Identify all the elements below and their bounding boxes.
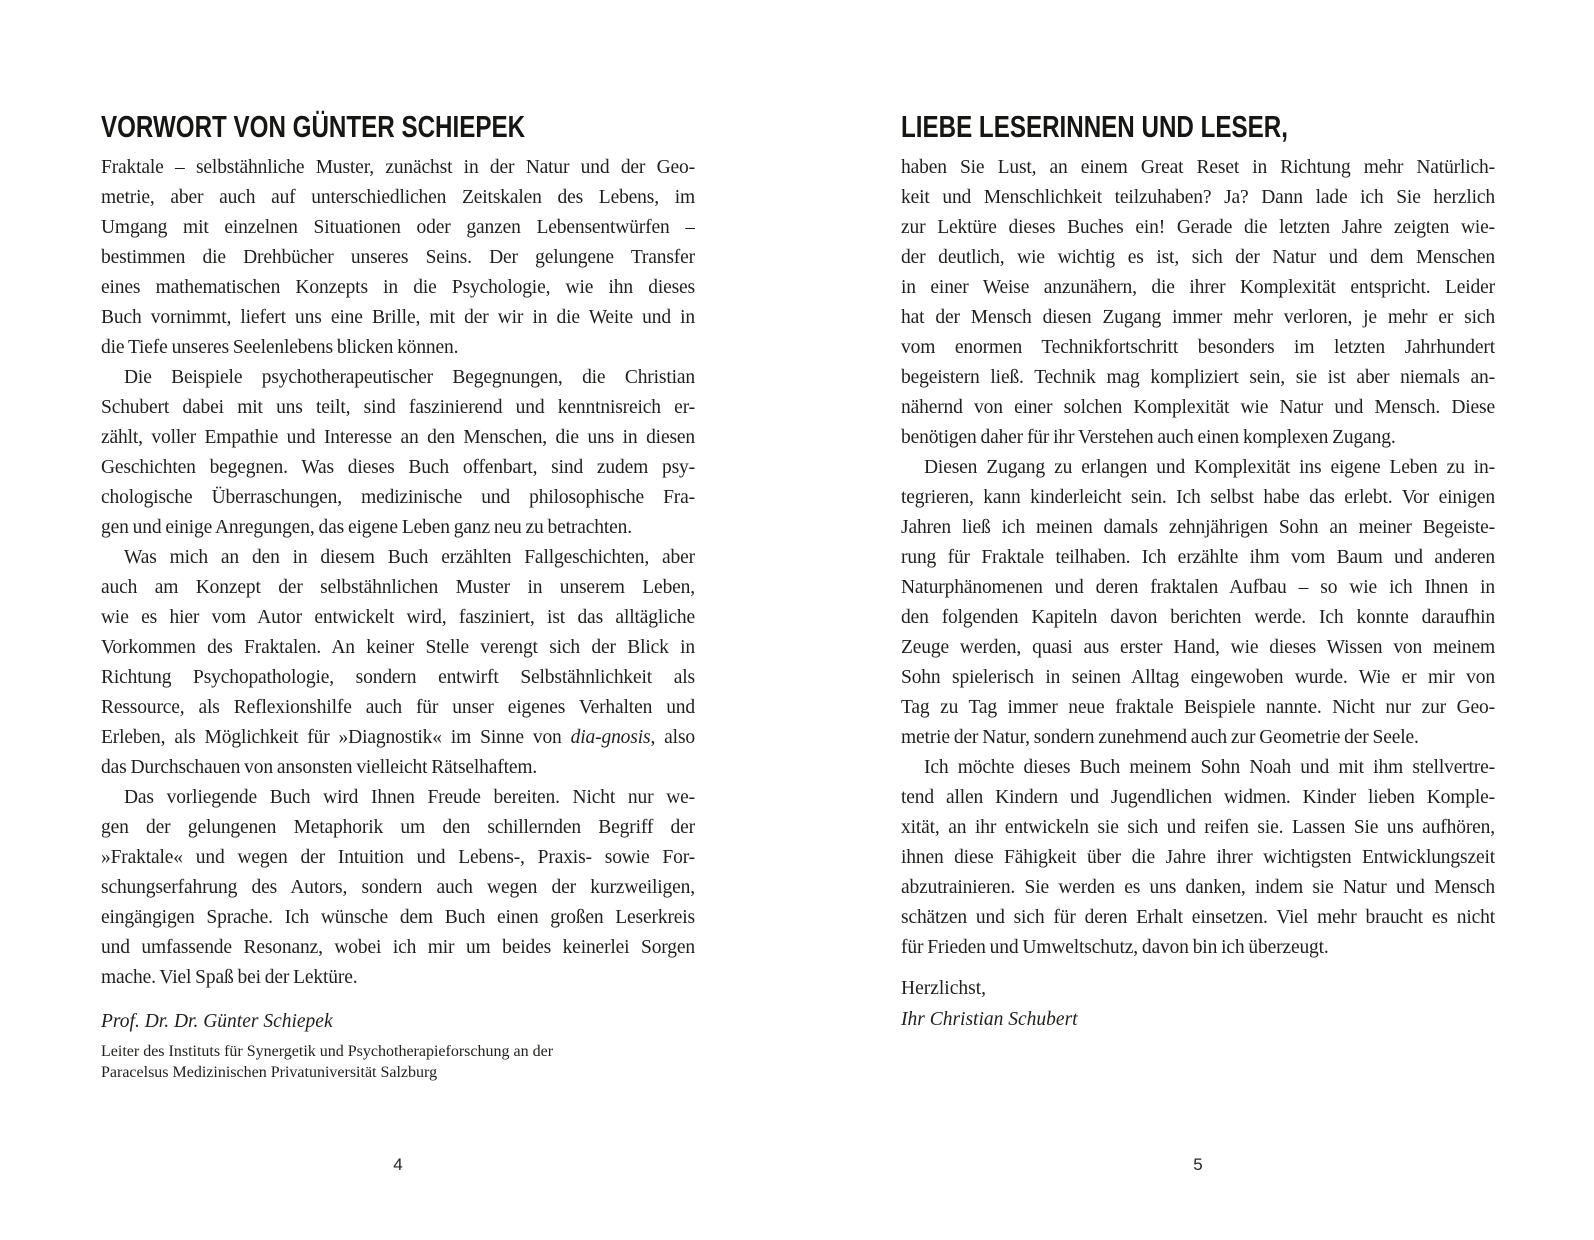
text-line: Diesen Zugang zu erlangen und Komplexität ins eigene Leben zu in- [924, 457, 1495, 478]
paragraph [901, 153, 1495, 453]
text-line: und umfassende Resonanz, wobei ich mir um beides keinerlei Sorgen [101, 937, 695, 958]
text-line: Buch vornimmt, liefert uns eine Brille, mit der wir in die Weite und in [101, 307, 695, 328]
signature-block [101, 1007, 695, 1083]
page-title-left: VORWORT VON GÜNTER SCHIEPEK [101, 109, 526, 144]
text-line: Schubert dabei mit uns teilt, sind faszinierend und kenntnisreich er- [101, 397, 695, 418]
affiliation-line: Leiter des Instituts für Synergetik und Psychotherapieforschung an der [101, 1043, 554, 1060]
text-line: haben Sie Lust, an einem Great Reset in Richtung mehr Natürlich- [901, 157, 1495, 178]
text-line: Geschichten begegnen. Was dieses Buch offenbart, sind zudem psy- [101, 457, 695, 478]
text-line: für Frieden und Umweltschutz, davon bin ich überzeugt. [901, 937, 1329, 958]
page-body-left [101, 153, 695, 993]
text-line: zählt, voller Empathie und Interesse an den Menschen, die uns in diesen [101, 427, 695, 448]
text-line: Naturphänomenen und deren fraktalen Aufbau – so wie ich Ihnen in [901, 577, 1495, 598]
text-line: zur Lektüre dieses Buches ein! Gerade die letzten Jahre zeigten wie- [901, 217, 1495, 238]
text-line: nähernd von einer solchen Komplexität wie Natur und Mensch. Diese [901, 397, 1495, 418]
text-line: Das vorliegende Buch wird Ihnen Freude bereiten. Nicht nur we- [124, 787, 695, 808]
text-line: die Tiefe unseres Seelenlebens blicken können. [101, 337, 459, 358]
paragraph [901, 453, 1495, 753]
text-line: chologische Überraschungen, medizinische und philosophische Fra- [101, 487, 695, 508]
paragraph [101, 363, 695, 543]
text-line: gen und einige Anregungen, das eigene Leben ganz neu zu betrachten. [101, 517, 632, 538]
page-left [101, 0, 695, 1240]
text-line: xität, an ihr entwickeln sie sich und reifen sie. Lassen Sie uns aufhören, [901, 817, 1495, 838]
text-line: Erleben, als Möglichkeit für »Diagnostik« im Sinne von dia-gnosis, also [101, 727, 695, 748]
paragraph [901, 753, 1495, 963]
text-line: hat der Mensch diesen Zugang immer mehr verloren, je mehr er sich [901, 307, 1495, 328]
text-line: mache. Viel Spaß bei der Lektüre. [101, 967, 358, 988]
text-line: Zeuge werden, quasi aus erster Hand, wie dieses Wissen von meinem [901, 637, 1495, 658]
page-number-right: 5 [1193, 1155, 1203, 1174]
paragraph [101, 543, 695, 783]
affiliation-line: Paracelsus Medizinischen Privatuniversität Salzburg [101, 1064, 438, 1081]
text-line: benötigen daher für ihr Verstehen auch einen komplexen Zugang. [901, 427, 1396, 448]
text-line: gen der gelungenen Metaphorik um den schillernden Begriff der [101, 817, 695, 838]
text-line: eines mathematischen Konzepts in die Psychologie, wie ihn dieses [101, 277, 695, 298]
text-line: »Fraktale« und wegen der Intuition und Lebens-, Praxis- sowie For- [101, 847, 695, 868]
page-body-right [901, 153, 1495, 963]
text-line: vom enormen Technikfortschritt besonders im letzten Jahrhundert [901, 337, 1495, 358]
text-line: Vorkommen des Fraktalen. An keiner Stelle verengt sich der Blick in [101, 637, 695, 658]
text-line: das Durchschauen von ansonsten vielleicht Rätselhaftem. [101, 757, 538, 778]
text-line: Was mich an den in diesem Buch erzählten Fallgeschichten, aber [124, 547, 695, 568]
text-line: Tag zu Tag immer neue fraktale Beispiele nannte. Nicht nur zur Geo- [901, 697, 1495, 718]
signature-affiliation [101, 1041, 695, 1083]
closing-salutation: Herzlichst, [901, 978, 987, 999]
text-line: auch am Konzept der selbstähnlichen Muster in unserem Leben, [101, 577, 695, 598]
text-line: Jahren ließ ich meinen damals zehnjährigen Sohn an meiner Begeiste- [901, 517, 1495, 538]
text-line: den folgenden Kapiteln davon berichten werde. Ich konnte daraufhin [901, 607, 1495, 628]
text-line: Umgang mit einzelnen Situationen oder ganzen Lebensentwürfen – [101, 217, 695, 238]
closing-block [901, 973, 1495, 1035]
text-line: bestimmen die Drehbücher unseres Seins. Der gelungene Transfer [101, 247, 695, 268]
paragraph [101, 153, 695, 363]
page-number-left: 4 [393, 1155, 403, 1174]
page-right [901, 0, 1495, 1240]
text-line: Ressource, als Reflexionshilfe auch für unser eigenes Verhalten und [101, 697, 695, 718]
text-line: der deutlich, wie wichtig es ist, sich der Natur und dem Menschen [901, 247, 1495, 268]
text-line: Sohn spielerisch in seinen Alltag eingewoben wurde. Wie er mir von [901, 667, 1495, 688]
text-line: Die Beispiele psychotherapeutischer Begegnungen, die Christian [124, 367, 695, 388]
text-line: abzutrainieren. Sie werden es uns danken, indem sie Natur und Mensch [901, 877, 1495, 898]
text-line: rung für Fraktale teilhaben. Ich erzählte ihm vom Baum und anderen [901, 547, 1495, 568]
signature-name: Prof. Dr. Dr. Günter Schiepek [101, 1011, 333, 1032]
text-line: schungserfahrung des Autors, sondern auch wegen der kurzweiligen, [101, 877, 695, 898]
text-line: metrie der Natur, sondern zunehmend auch zur Geometrie der Seele. [901, 727, 1419, 748]
text-line: tend allen Kindern und Jugendlichen widmen. Kinder lieben Komple- [901, 787, 1495, 808]
text-line: schätzen und sich für deren Erhalt einsetzen. Viel mehr braucht es nicht [901, 907, 1495, 928]
page-title-right: LIEBE LESERINNEN UND LESER, [901, 109, 1288, 144]
text-line: Ich möchte dieses Buch meinem Sohn Noah und mit ihm stellvertre- [924, 757, 1495, 778]
paragraph [101, 783, 695, 993]
text-line: in einer Weise anzunähern, die ihrer Komplexität entspricht. Leider [901, 277, 1495, 298]
closing-signature: Ihr Christian Schubert [901, 1009, 1078, 1030]
text-line: Fraktale – selbstähnliche Muster, zunächst in der Natur und der Geo- [101, 157, 695, 178]
text-line: wie es hier vom Autor entwickelt wird, fasziniert, ist das alltägliche [101, 607, 695, 628]
text-line: eingängigen Sprache. Ich wünsche dem Buch einen großen Leserkreis [101, 907, 695, 928]
text-line: keit und Menschlichkeit teilzuhaben? Ja? Dann lade ich Sie herzlich [901, 187, 1495, 208]
text-line: metrie, aber auch auf unterschiedlichen Zeitskalen des Lebens, im [101, 187, 695, 208]
text-line: tegrieren, kann kinderleicht sein. Ich selbst habe das erlebt. Vor einigen [901, 487, 1495, 508]
text-line: ihnen diese Fähigkeit über die Jahre ihrer wichtigsten Entwicklungszeit [901, 847, 1495, 868]
text-line: begeistern ließ. Technik mag kompliziert sein, sie ist aber niemals an- [901, 367, 1495, 388]
text-line: Richtung Psychopathologie, sondern entwirft Selbstähnlichkeit als [101, 667, 695, 688]
